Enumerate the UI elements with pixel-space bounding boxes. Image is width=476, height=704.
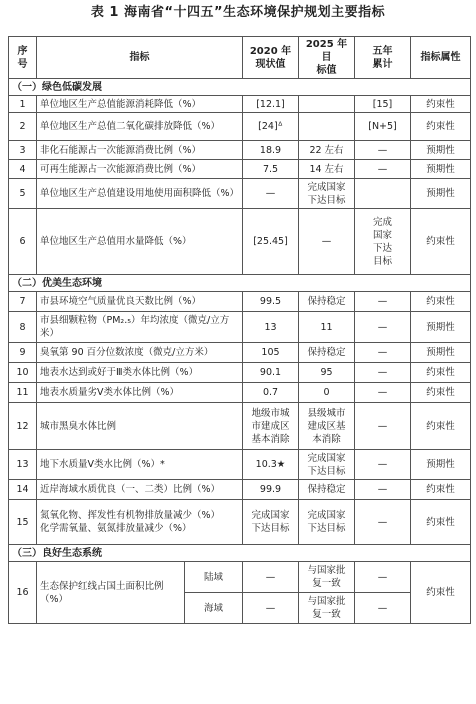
value-2025	[299, 113, 355, 141]
value-2020: 10.3★	[243, 450, 299, 480]
value-2025: 22 左右	[299, 141, 355, 160]
value-cumulative: —	[355, 141, 411, 160]
indicator-name: 地表水质量劣Ⅴ类水体比例（%）	[37, 383, 243, 403]
row-number: 6	[9, 209, 37, 275]
table-title: 表 1 海南省“十四五”生态环境保护规划主要指标	[90, 5, 386, 20]
indicator-name: 臭氧第 90 百分位数浓度（微克/立方米）	[37, 343, 243, 363]
table-row	[9, 209, 471, 275]
indicator-name: 非化石能源占一次能源消费比例（%）	[37, 141, 243, 160]
indicator-name: 单位地区生产总值能源消耗降低（%）	[37, 96, 243, 113]
section-heading: （一）绿色低碳发展	[9, 79, 471, 96]
row-number: 5	[9, 179, 37, 209]
value-2025: 完成国家 下达目标	[299, 179, 355, 209]
table-row	[9, 160, 471, 179]
value-2020: 90.1	[243, 363, 299, 383]
indicator-attribute: 约束性	[411, 96, 471, 113]
value-2020: [25.45]	[243, 209, 299, 275]
value-2025: 保持稳定	[299, 343, 355, 363]
row-number: 8	[9, 312, 37, 343]
section-row	[9, 275, 471, 292]
value-2020: 99.9	[243, 480, 299, 500]
indicator-name: 城市黑臭水体比例	[37, 403, 243, 450]
indicator-name: 氮氧化物、挥发性有机物排放量减少（%） 化学需氧量、氨氮排放量减少（%）	[37, 500, 243, 545]
indicators-table	[8, 36, 471, 624]
row-number: 2	[9, 113, 37, 141]
table-row	[9, 343, 471, 363]
value-2025	[299, 96, 355, 113]
section-row	[9, 79, 471, 96]
value-cumulative: —	[355, 480, 411, 500]
value-cumulative: [N+5]	[355, 113, 411, 141]
table-row	[9, 179, 471, 209]
value-2020: —	[243, 179, 299, 209]
indicator-attribute: 预期性	[411, 312, 471, 343]
value-2020: 地级市城 市建成区 基本消除	[243, 403, 299, 450]
value-2020: 0.7	[243, 383, 299, 403]
value-2020: 105	[243, 343, 299, 363]
value-cumulative: —	[355, 500, 411, 545]
header-seq: 序 号	[9, 37, 37, 79]
indicator-attribute: 约束性	[411, 363, 471, 383]
row-number: 15	[9, 500, 37, 545]
row-number: 14	[9, 480, 37, 500]
table-row	[9, 96, 471, 113]
section-row	[9, 545, 471, 562]
row-number: 1	[9, 96, 37, 113]
value-2020: 13	[243, 312, 299, 343]
value-cumulative: —	[355, 403, 411, 450]
value-2020: 7.5	[243, 160, 299, 179]
value-cumulative	[355, 179, 411, 209]
indicator-name: 地表水达到或好于Ⅲ类水体比例（%）	[37, 363, 243, 383]
indicator-attribute: 预期性	[411, 179, 471, 209]
value-2025: 11	[299, 312, 355, 343]
indicator-name: 生态保护红线占国土面积比例（%）	[37, 562, 185, 624]
header-cumulative: 五年 累计	[355, 37, 411, 79]
value-2025: 完成国家 下达目标	[299, 500, 355, 545]
section-heading: （二）优美生态环境	[9, 275, 471, 292]
value-2020: 99.5	[243, 292, 299, 312]
indicator-attribute: 预期性	[411, 160, 471, 179]
table-row	[9, 383, 471, 403]
value-cumulative: —	[355, 593, 411, 624]
indicator-name: 市县环境空气质量优良天数比例（%）	[37, 292, 243, 312]
row-number: 3	[9, 141, 37, 160]
value-2025: 与国家批 复一致	[299, 562, 355, 593]
table-row	[9, 141, 471, 160]
table-row	[9, 480, 471, 500]
value-cumulative: —	[355, 312, 411, 343]
indicator-attribute: 约束性	[411, 562, 471, 624]
value-2025: 保持稳定	[299, 292, 355, 312]
indicator-attribute: 预期性	[411, 343, 471, 363]
row-number: 10	[9, 363, 37, 383]
header-attribute: 指标属性	[411, 37, 471, 79]
table-row	[9, 450, 471, 480]
value-2020: [12.1]	[243, 96, 299, 113]
indicator-attribute: 约束性	[411, 292, 471, 312]
row-number: 13	[9, 450, 37, 480]
value-cumulative: [15]	[355, 96, 411, 113]
value-cumulative: —	[355, 383, 411, 403]
indicator-name: 可再生能源占一次能源消费比例（%）	[37, 160, 243, 179]
row-number: 16	[9, 562, 37, 624]
value-cumulative: 完成 国家 下达 目标	[355, 209, 411, 275]
indicator-name: 单位地区生产总值二氧化碳排放降低（%）	[37, 113, 243, 141]
value-cumulative: —	[355, 343, 411, 363]
value-2020: —	[243, 562, 299, 593]
indicator-attribute: 预期性	[411, 450, 471, 480]
value-2025: 0	[299, 383, 355, 403]
indicator-name: 市县细颗粒物（PM₂.₅）年均浓度（微克/立方米）	[37, 312, 243, 343]
indicator-name: 单位地区生产总值用水量降低（%）	[37, 209, 243, 275]
row-number: 4	[9, 160, 37, 179]
value-2020: —	[243, 593, 299, 624]
indicator-attribute: 约束性	[411, 500, 471, 545]
value-2020: [24]ᐞ	[243, 113, 299, 141]
value-2025: 县级城市 建成区基 本消除	[299, 403, 355, 450]
value-2025: 14 左右	[299, 160, 355, 179]
value-cumulative: —	[355, 562, 411, 593]
header-2020: 2020 年 现状值	[243, 37, 299, 79]
value-cumulative: —	[355, 450, 411, 480]
value-2025: 95	[299, 363, 355, 383]
table-row	[9, 312, 471, 343]
sub-indicator-label: 陆域	[185, 562, 243, 593]
value-cumulative: —	[355, 363, 411, 383]
table-row	[9, 113, 471, 141]
value-2025: —	[299, 209, 355, 275]
row-number: 7	[9, 292, 37, 312]
table-row	[9, 292, 471, 312]
header-row	[9, 37, 471, 79]
table-row	[9, 562, 471, 593]
indicator-name: 地下水质量Ⅴ类水比例（%）*	[37, 450, 243, 480]
row-number: 12	[9, 403, 37, 450]
value-2020: 完成国家 下达目标	[243, 500, 299, 545]
value-2025: 完成国家 下达目标	[299, 450, 355, 480]
value-2025: 与国家批 复一致	[299, 593, 355, 624]
indicator-attribute: 约束性	[411, 480, 471, 500]
table-row	[9, 403, 471, 450]
indicator-name: 近岸海域水质优良（一、二类）比例（%）	[37, 480, 243, 500]
value-cumulative: —	[355, 292, 411, 312]
row-number: 9	[9, 343, 37, 363]
indicator-attribute: 约束性	[411, 383, 471, 403]
value-2020: 18.9	[243, 141, 299, 160]
indicator-attribute: 约束性	[411, 403, 471, 450]
row-number: 11	[9, 383, 37, 403]
sub-indicator-label: 海域	[185, 593, 243, 624]
table-row	[9, 500, 471, 545]
section-heading: （三）良好生态系统	[9, 545, 471, 562]
value-cumulative: —	[355, 160, 411, 179]
indicator-attribute: 预期性	[411, 141, 471, 160]
header-2025: 2025 年目 标值	[299, 37, 355, 79]
table-row	[9, 363, 471, 383]
indicator-attribute: 约束性	[411, 209, 471, 275]
header-indicator: 指标	[37, 37, 243, 79]
indicator-attribute: 约束性	[411, 113, 471, 141]
indicator-name: 单位地区生产总值建设用地使用面积降低（%）	[37, 179, 243, 209]
value-2025: 保持稳定	[299, 480, 355, 500]
